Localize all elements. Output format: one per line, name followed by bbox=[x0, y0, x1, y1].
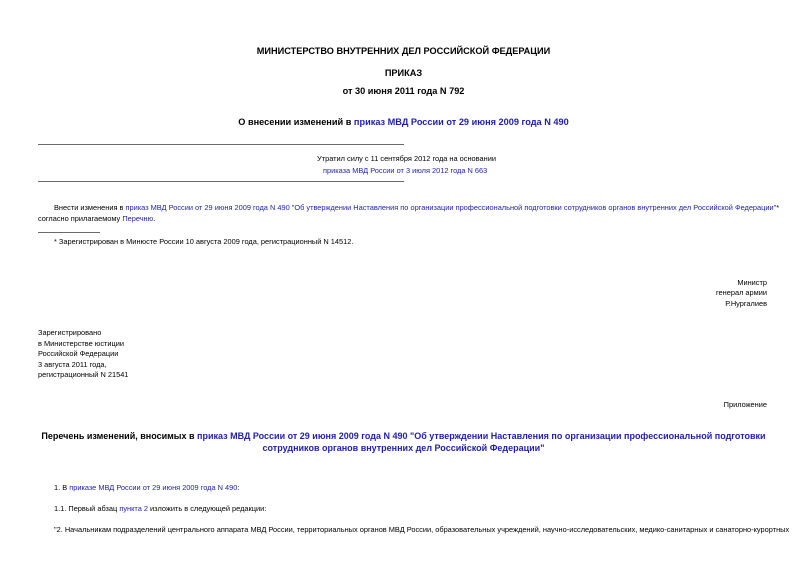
body-asterisk: * bbox=[776, 203, 780, 212]
subject-link[interactable]: приказ МВД России от 29 июня 2009 года N 490 bbox=[353, 117, 569, 127]
registration-line5: регистрационный N 21541 bbox=[38, 370, 129, 379]
appendix-title-link-cont[interactable]: сотрудников органов внутренних дел Российской Федерации" bbox=[262, 443, 545, 453]
item1-suffix: : bbox=[237, 483, 240, 492]
signature-rank: генерал армии bbox=[716, 288, 767, 297]
footnote-divider bbox=[38, 232, 100, 233]
item11-suffix: изложить в следующей редакции: bbox=[147, 504, 267, 513]
body-list-link[interactable]: Перечню bbox=[122, 214, 154, 223]
status-text: Утратил силу с 11 сентября 2012 года на основании bbox=[317, 154, 496, 163]
body-prefix: Внести изменения в bbox=[54, 203, 126, 212]
subject-prefix: О внесении изменений в bbox=[238, 117, 354, 127]
appendix-title-line1 bbox=[0, 431, 807, 441]
body-paragraph-line2 bbox=[38, 214, 155, 223]
body-order-link[interactable]: приказ МВД России от 29 июня 2009 года N 490 "Об утверждении Наставления по организации профессиональной подготовки сотрудников органов внутренних дел Российской Федерации" bbox=[125, 203, 777, 212]
appendix-title-prefix: Перечень изменений, вносимых в bbox=[41, 431, 198, 441]
registration-line2: в Министерстве юстиции bbox=[38, 339, 125, 348]
divider-bottom bbox=[38, 181, 404, 182]
body-paragraph-line1 bbox=[54, 203, 779, 212]
signature-position: Министр bbox=[737, 278, 767, 287]
registration-line3: Российской Федерации bbox=[38, 349, 119, 358]
footnote: * Зарегистрирован в Минюсте России 10 августа 2009 года, регистрационный N 14512. bbox=[54, 237, 354, 246]
status-link[interactable]: приказа МВД России от 3 июля 2012 года N 663 bbox=[323, 166, 488, 175]
appendix-label: Приложение bbox=[723, 400, 767, 409]
appendix-title-link[interactable]: приказ МВД России от 29 июня 2009 года N 490 "Об утверждении Наставления по организации профессиональной подготовки bbox=[197, 431, 766, 441]
body-line2-prefix: согласно прилагаемому bbox=[38, 214, 123, 223]
ministry-title: МИНИСТЕРСТВО ВНУТРЕННИХ ДЕЛ РОССИЙСКОЙ ФЕДЕРАЦИИ bbox=[256, 46, 551, 56]
body-line2-suffix: . bbox=[153, 214, 156, 223]
signature-name: Р.Нургалиев bbox=[725, 299, 767, 308]
document-type: ПРИКАЗ bbox=[384, 68, 423, 78]
item11-prefix: 1.1. Первый абзац bbox=[54, 504, 120, 513]
appendix-title-line2 bbox=[0, 443, 807, 453]
item1-prefix: 1. В bbox=[54, 483, 70, 492]
item11-link[interactable]: пункта 2 bbox=[119, 504, 148, 513]
item-1 bbox=[54, 483, 239, 492]
document-date-number: от 30 июня 2011 года N 792 bbox=[342, 86, 465, 96]
registration-line1: Зарегистрировано bbox=[38, 328, 102, 337]
item1-link[interactable]: приказе МВД России от 29 июня 2009 года N 490 bbox=[69, 483, 238, 492]
item-2-text: "2. Начальникам подразделений центрального аппарата МВД России, территориальных органов МВД России, образовательных учреждений, научно-исследовательских, медико-санитарных и санаторно-курортных bbox=[54, 525, 790, 534]
registration-line4: 3 августа 2011 года, bbox=[38, 360, 107, 369]
document-subject bbox=[0, 117, 807, 127]
divider-top bbox=[38, 144, 404, 145]
item-1-1 bbox=[54, 504, 266, 513]
